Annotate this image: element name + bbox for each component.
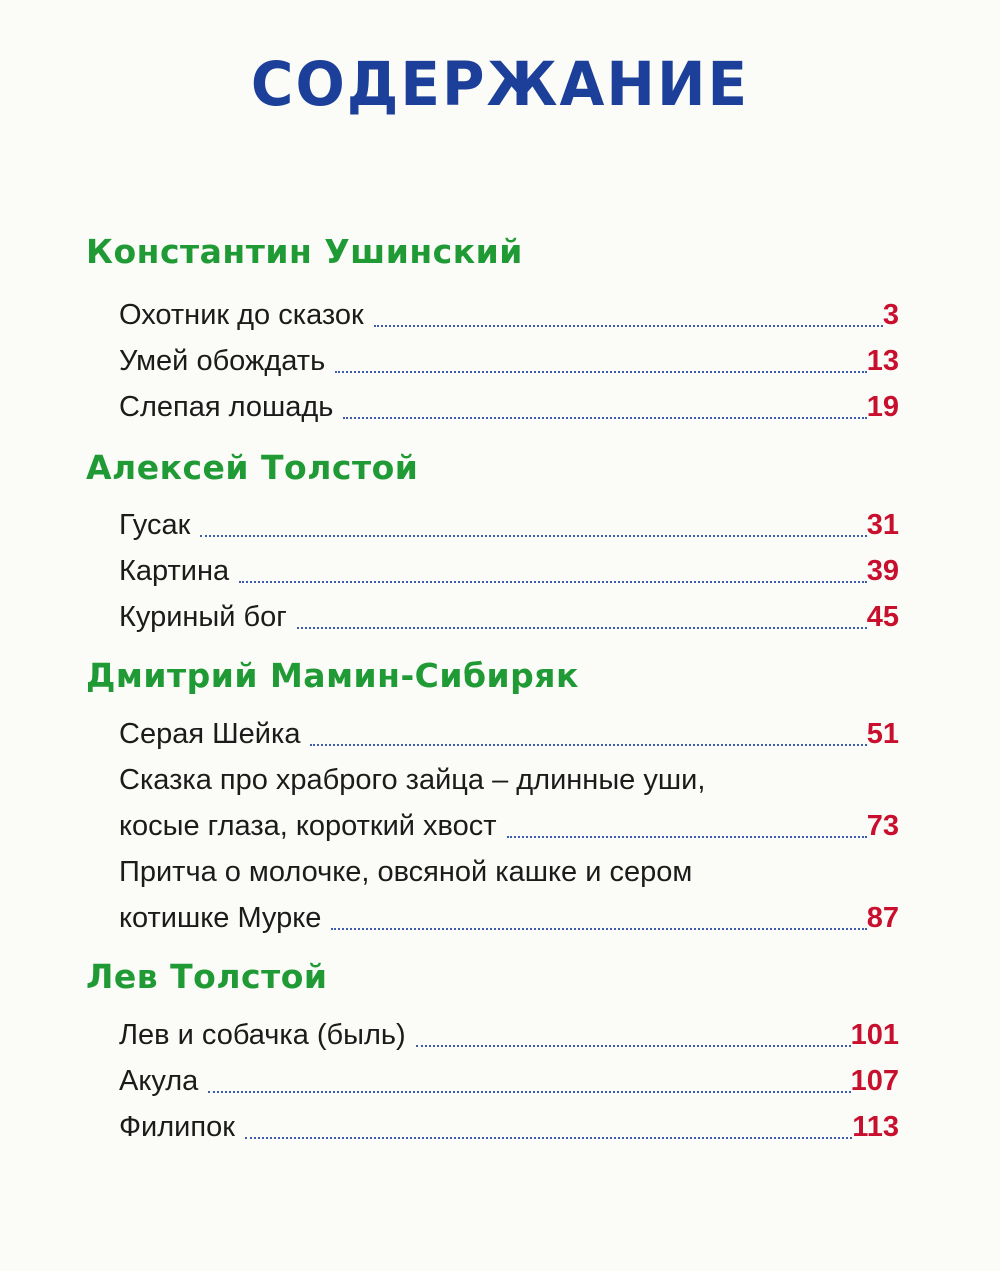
page-number: 39: [866, 555, 899, 587]
toc-entry[interactable]: [119, 806, 899, 846]
entry-title: Слепая лошадь: [119, 391, 334, 423]
toc-entry[interactable]: [119, 295, 899, 335]
page-title: СОДЕРЖАНИЕ: [250, 48, 750, 120]
toc-entry[interactable]: [119, 1107, 899, 1147]
dot-leader: [343, 417, 866, 419]
page-number: 45: [866, 601, 899, 633]
author-heading: Лев Толстой: [86, 957, 328, 996]
dot-leader: [331, 928, 866, 930]
dot-leader: [374, 325, 883, 327]
entry-title: Умей обождать: [119, 345, 326, 377]
entry-title-first-line[interactable]: Сказка про храброго зайца – длинные уши,: [119, 764, 706, 796]
page-number: 19: [866, 391, 899, 423]
entry-title: Акула: [119, 1065, 199, 1097]
entry-title-first-line[interactable]: Притча о молочке, овсяной кашке и сером: [119, 856, 693, 888]
toc-entry[interactable]: [119, 551, 899, 591]
entry-title: котишке Мурке: [119, 902, 322, 934]
entry-title: косые глаза, короткий хвост: [119, 810, 497, 842]
author-heading: Константин Ушинский: [86, 232, 523, 271]
dot-leader: [245, 1137, 852, 1139]
page-number: 3: [882, 299, 899, 331]
page-number: 107: [850, 1065, 899, 1097]
dot-leader: [335, 371, 867, 373]
entry-title: Лев и собачка (быль): [119, 1019, 406, 1051]
page-number: 87: [866, 902, 899, 934]
dot-leader: [208, 1091, 850, 1093]
dot-leader: [200, 535, 866, 537]
page-number: 113: [852, 1111, 899, 1143]
page-number: 101: [850, 1019, 899, 1051]
toc-entry[interactable]: [119, 387, 899, 427]
entry-title: Куриный бог: [119, 601, 287, 633]
entry-title: Филипок: [119, 1111, 235, 1143]
toc-entry[interactable]: [119, 898, 899, 938]
dot-leader: [416, 1045, 851, 1047]
dot-leader: [507, 836, 867, 838]
page-number: 73: [866, 810, 899, 842]
toc-entry[interactable]: [119, 341, 899, 381]
page-number: 31: [866, 509, 899, 541]
entry-title: Картина: [119, 555, 230, 587]
toc-entry[interactable]: [119, 505, 899, 545]
page-number: 13: [866, 345, 899, 377]
toc-entry[interactable]: [119, 714, 899, 754]
author-heading: Алексей Толстой: [86, 448, 419, 487]
entry-title: Охотник до сказок: [119, 299, 364, 331]
dot-leader: [297, 627, 867, 629]
dot-leader: [310, 744, 866, 746]
entry-title: Гусак: [119, 509, 191, 541]
toc-entry[interactable]: [119, 1061, 899, 1101]
entry-title: Серая Шейка: [119, 718, 301, 750]
author-heading: Дмитрий Мамин-Сибиряк: [86, 656, 579, 695]
dot-leader: [239, 581, 867, 583]
page-number: 51: [866, 718, 899, 750]
toc-entry[interactable]: [119, 1015, 899, 1055]
toc-entry[interactable]: [119, 597, 899, 637]
